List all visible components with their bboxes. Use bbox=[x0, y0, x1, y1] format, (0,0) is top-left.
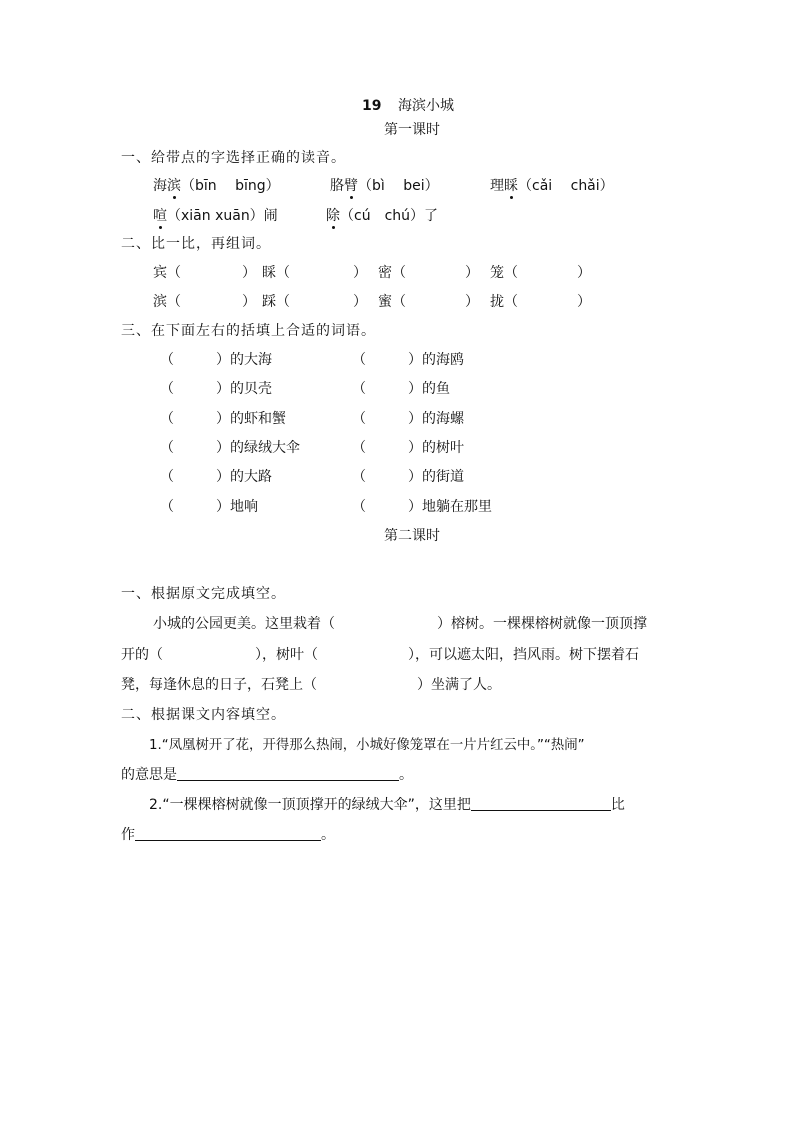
right-open-paren: （ bbox=[352, 352, 366, 368]
left-phrase: ）的大海 bbox=[216, 352, 272, 368]
left-open-paren: （ bbox=[160, 410, 174, 427]
compare-word: 踩（ bbox=[262, 294, 290, 310]
left-phrase: ）的贝壳 bbox=[216, 381, 272, 398]
compare-word: 睬（ bbox=[262, 265, 290, 281]
left-open-paren: （ bbox=[160, 498, 174, 515]
left-phrase: ）的绿绒大伞 bbox=[216, 439, 300, 456]
passage-line-2a: 开的（ bbox=[121, 647, 163, 663]
left-phrase: ）的虾和蟹 bbox=[216, 410, 286, 427]
right-phrase: ）的树叶 bbox=[408, 439, 464, 456]
right-phrase: ）的鱼 bbox=[408, 381, 450, 398]
sentence-2c: 作 。 bbox=[121, 827, 335, 843]
left-phrase: ）地响 bbox=[216, 498, 258, 515]
p2-q2-heading: 二、根据课文内容填空。 bbox=[121, 707, 286, 723]
passage-line-2b: ），树叶（ bbox=[255, 647, 318, 663]
answer-blank[interactable] bbox=[471, 796, 611, 811]
passage-line-2c: ），可以遮太阳，挡风雨。树下摆着石 bbox=[408, 647, 639, 663]
right-open-paren: （ bbox=[352, 439, 366, 456]
right-phrase: ）的街道 bbox=[408, 469, 464, 486]
left-open-paren: （ bbox=[160, 439, 174, 456]
right-phrase: ）的海螺 bbox=[408, 410, 464, 427]
left-open-paren: （ bbox=[160, 469, 174, 486]
right-phrase: ）地躺在那里 bbox=[408, 498, 492, 515]
lesson-title: 海滨小城 bbox=[398, 98, 454, 114]
q2-heading: 二、比一比，再组词。 bbox=[121, 236, 271, 252]
compare-word: 笼（ bbox=[490, 265, 518, 281]
compare-paren: ） bbox=[465, 265, 479, 281]
compare-paren: ） bbox=[577, 265, 591, 281]
sentence-1a: 1.“凤凰树开了花，开得那么热闹，小城好像笼罩在一片片红云中。”“热闹” bbox=[149, 738, 585, 753]
answer-blank[interactable] bbox=[135, 826, 321, 841]
lesson-1-heading: 第一课时 bbox=[384, 122, 440, 138]
passage-line-1b: ）榕树。一棵棵榕树就像一顶顶撑 bbox=[437, 616, 647, 632]
answer-blank[interactable] bbox=[177, 766, 399, 781]
passage-line-1a: 小城的公园更美。这里栽着（ bbox=[153, 616, 335, 632]
compare-word: 拢（ bbox=[490, 294, 518, 310]
pinyin-item-4: 喧（xiān xuān）闹 bbox=[153, 208, 278, 224]
compare-word: 蜜（ bbox=[378, 294, 406, 310]
dotted-char: 睬 bbox=[504, 178, 518, 194]
pinyin-item-2: 胳臂（bì bei） bbox=[330, 178, 439, 194]
lesson-2-heading: 第二课时 bbox=[384, 528, 440, 544]
compare-word: 滨（ bbox=[153, 294, 181, 310]
pinyin-item-3: 理睬（cǎi chǎi） bbox=[490, 178, 614, 194]
dotted-char: 喧 bbox=[153, 208, 167, 224]
passage-line-3b: ）坐满了人。 bbox=[417, 677, 501, 693]
dotted-char: 滨 bbox=[167, 178, 181, 194]
q3-heading: 三、在下面左右的括填上合适的词语。 bbox=[121, 323, 376, 339]
compare-word: 密（ bbox=[378, 265, 406, 281]
compare-paren: ） bbox=[577, 294, 591, 310]
pinyin-item-5: 除（cú chú）了 bbox=[326, 208, 439, 224]
compare-paren: ） bbox=[353, 265, 367, 281]
compare-paren: ） bbox=[242, 265, 256, 281]
sentence-2a: 2.“一棵棵榕树就像一顶顶撑开的绿绒大伞”，这里把 比 bbox=[149, 797, 625, 813]
passage-line-3a: 凳，每逢休息的日子，石凳上（ bbox=[121, 677, 317, 693]
dotted-char: 除 bbox=[326, 208, 340, 224]
p2-q1-heading: 一、根据原文完成填空。 bbox=[121, 586, 286, 602]
left-open-paren: （ bbox=[160, 381, 174, 398]
compare-paren: ） bbox=[465, 294, 479, 310]
left-phrase: ）的大路 bbox=[216, 469, 272, 486]
lesson-number: 19 bbox=[362, 98, 382, 114]
compare-paren: ） bbox=[353, 294, 367, 310]
compare-paren: ） bbox=[242, 294, 256, 310]
right-open-paren: （ bbox=[352, 469, 366, 486]
right-open-paren: （ bbox=[352, 381, 366, 398]
compare-word: 宾（ bbox=[153, 265, 181, 281]
right-open-paren: （ bbox=[352, 498, 366, 515]
dotted-char: 臂 bbox=[344, 178, 358, 194]
left-open-paren: （ bbox=[160, 352, 174, 368]
sentence-1b: 的意思是 。 bbox=[121, 767, 413, 783]
q1-heading: 一、给带点的字选择正确的读音。 bbox=[121, 150, 346, 166]
pinyin-item-1: 海滨（bīn bīng） bbox=[153, 178, 280, 194]
right-open-paren: （ bbox=[352, 410, 366, 427]
right-phrase: ）的海鸥 bbox=[408, 352, 464, 368]
